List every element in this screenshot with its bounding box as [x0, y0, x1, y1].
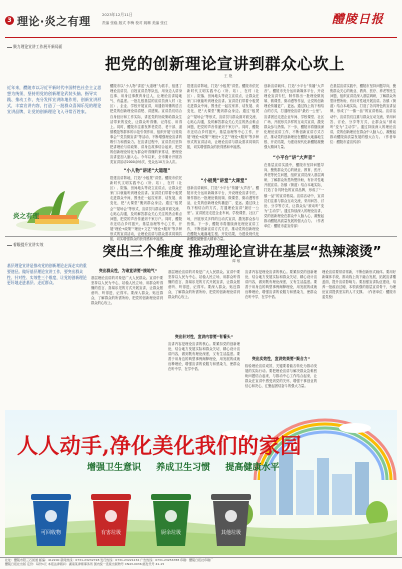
article2-subhead-3: 突出实效性，宣讲效果要“聚合力” — [251, 356, 311, 361]
article2-column-3b: 检验理论宣讲成效，关键要看能否转化为推动发展的实际行动。要把理论宣讲与解决群众急难愁盼问题结合起来，与推动中心工作结合起来，让群众在宣讲中感受到党的关怀，增强干事创业的信心和决心，汇聚起团结奋斗的强大力量。 — [245, 364, 317, 389]
column-illustration — [7, 185, 105, 233]
article2-column-2a: 基层理论宣讲的对象是广大人民群众。宣讲中要坚持以人民为中心，站稳人民立场，用群众听得懂的语言、喜闻乐见的方式开展宣讲，让群众愿意听、听得进、记得牢。要深入群众、贴近群众，了解群众的所需所盼，把党的创新理论讲到群众的心坎上。 — [168, 270, 240, 300]
book-plant-illustration — [7, 185, 105, 233]
trash-bin-label: 其他垃圾 — [220, 530, 242, 536]
footer-publication: 醴陵日报社出版 定价：每份1元 本报法律顾问：湖南某律师事务所 国内统一连续出版物号 CN43-0036 邮发代号 41-15 — [5, 562, 165, 567]
article1-column-1b: 搭建宣讲阵地，打造“小板凳”讲堂。醴陵市依托新时代文明实践中心（所、站），在村（社区）、院落、田间地头等设立宣讲点，让群众在家门口就能听到理论宣讲。宣讲员们带着小板凳走进群众中间，围坐在一起拉家常、话发展、谈变化，把“大课堂”搬到群众身边。通过“板凳会”“屋场会”等形式，宣讲员与群众面对面交流、心贴心沟通，及时解答群众关心关注的热点难点问题，把党的声音传递到千家万户。同时，醴陵市还结合乡村振兴、基层治理等中心工作，开展“理论+政策”“理论+文艺”“理论+服务”等多种形式的宣讲活动，让理论宣讲与群众需求同频共振，切实增强群众的获得感和幸福感。 — [110, 176, 182, 242]
trash-bin-4 — [211, 494, 251, 546]
article1-author: 王 艳 — [224, 74, 233, 78]
masthead-logo: 醴陵日报 — [331, 12, 384, 26]
article1-kicker: 聚力理论宣讲工作展开新局面 — [7, 44, 62, 50]
issue-date: 2023年12月11日 — [102, 12, 133, 17]
trash-bin-1 — [31, 494, 71, 546]
section-divider-1 — [5, 236, 397, 237]
article2-column-2b: 宣讲内容是理论宣讲的核心。要紧扣党的创新理论，结合地方发展实际和群众关切，精心设计宣讲内容，做到既有理论深度，又有生活温度。要善于用身边的典型事例阐释理论，用发展的成就诠释理论，增强宣讲的说服力和感染力，使群众在听中学、在学中悟。 — [168, 342, 240, 372]
trash-bin-label: 厨余垃圾 — [160, 530, 182, 536]
trash-bin-label: 可回收物 — [40, 530, 62, 536]
trash-bin-2 — [91, 494, 131, 546]
article1-subhead-3: “小平台”讲“大声音” — [272, 156, 316, 161]
article2-column-3a: 宣讲内容是理论宣讲的核心。要紧扣党的创新理论，结合地方发展实际和群众关切，精心设计宣讲内容，做到既有理论深度，又有生活温度。要善于用身边的典型事例阐释理论，用发展的成就诠释理论，增强宣讲的说服力和感染力，使群众在听中学、在学中悟。 — [245, 270, 317, 300]
article1-column-1a: 醴陵市以“小人物”讲述“大道理”为抓手，组建了理论宣讲员、百姓宣讲员等队伍，用身边人讲身边事、用身边事教育身边人，让理论宣讲接地气、有温度。一批扎根基层的宣讲员深入村（社区）、企业、学校开展宣讲，用通俗易懂的语言把党的创新理论讲清楚、讲透彻。宣讲员们结合自身经历和工作实际，讲述党的好政策给群众生活带来的变化，让群众听得懂、记得住、用得上。同时，醴陵市注重发挥老党员、老干部、道德模范等群体的示范引领作用，组织开展“百姓故事会”“党员微宣讲”等活动，不断增强理论宣讲的吸引力和感染力。在宣讲过程中，宣讲员们坚持把讲理论与讲政策、讲身边故事结合起来，把党的创新理论转化为群众听得懂的家常话，使理论宣讲更加入脑入心。今年以来，全市累计开展各类宣讲活动2000余场次，受众达10万余人次。 — [110, 84, 182, 165]
editors-line: 责编 张稳 版式 李梅 校对 姚琳 美编 张红 — [102, 21, 168, 25]
illustration-caption: 炎之有理 — [13, 212, 39, 220]
trash-bin-label: 有害垃圾 — [100, 530, 122, 536]
article2-subhead-2: 突出针对性，宣讲内容要“有看头” — [174, 334, 234, 339]
header-meta — [102, 12, 242, 32]
article1-column-3b: 在基层宣讲实践中，醴陵市坚持问题导向，聚焦群众关心的就业、教育、医疗、养老等民生问题，组织宣讲员深入基层调研，了解群众所思所想所盼，有针对性地开展宣讲。各镇（街道）结合本地实际，打造了各具特色的宣讲品牌，形成了“一镇一品”的宣讲格局。宣讲活动中，宣讲员们注重与群众互动交流，采用问答、讨论、分享等方式，让群众从“被动听”变为“主动学”。通过持续深入的理论宣讲，党的创新理论在群众中入脑入心，凝聚起推动醴陵高质量发展的强大合力。（作者单位：醴陵市委宣传部） — [264, 163, 324, 229]
article2-lead: 基层理论宣讲是推动党的创新理论走深走实的重要途径。做好基层理论宣讲工作，要突出群众性、针对性、实效性三个维度，让党的创新理论更好地走进基层、走近群众。 — [7, 263, 87, 286]
article1-column-2b: 创新宣讲载体，打造“小平台”传播“大声音”。醴陵市充分运用新媒体平台，开设理论宣讲专栏，制作推出一批理论微视频、微课堂、微动漫等作品，让党的创新理论传播更广、更远。通过线上线下相结合的方式，打通理论宣讲“最后一公里”。宣讲团还走进企业车间、学校课堂、社区广场，开展形式多样的互动式宣讲，激发群众参与热情。下一步，醴陵市将继续深化理论宣讲工作，不断创新宣讲方式方法，推动党的创新理论在醴陵大地落地生根、开花结果，为建设现代化新醴陵凝聚强大精神力量。 — [187, 186, 259, 241]
article2-subhead-1: 突出群众性，为谁宣讲要“接地气” — [98, 268, 158, 273]
recycle-icon — [165, 510, 177, 522]
ad-headline: 人人动手,净化美化我们的家园 — [17, 433, 302, 458]
ad-slogan-3: 提高健康水平 — [225, 463, 280, 473]
article2-author: 谭 敏 — [232, 259, 241, 263]
footer-contacts: 社址：醴陵市阳三石街道 邮编：412200 新闻热线：0731-23232728 发行热线：0731-23221234 广告热线：0731-23256788 印刷：醴陵日报社印刷厂 — [5, 558, 214, 562]
page-footer — [0, 557, 402, 569]
article1-column-2a: 搭建宣讲阵地，打造“小板凳”讲堂。醴陵市依托新时代文明实践中心（所、站），在村（社区）、院落、田间地头等设立宣讲点，让群众在家门口就能听到理论宣讲。宣讲员们带着小板凳走进群众中间，围坐在一起拉家常、话发展、谈变化，把“大课堂”搬到群众身边。通过“板凳会”“屋场会”等形式，宣讲员与群众面对面交流、心贴心沟通，及时解答群众关心关注的热点难点问题，把党的声音传递到千家万户。同时，醴陵市还结合乡村振兴、基层治理等中心工作，开展“理论+政策”“理论+文艺”“理论+服务”等多种形式的宣讲活动，让理论宣讲与群众需求同频共振，切实增强群众的获得感和幸福感。 — [187, 84, 259, 150]
header-rule — [5, 37, 397, 38]
article1-column-4: 在基层宣讲实践中，醴陵市坚持问题导向，聚焦群众关心的就业、教育、医疗、养老等民生问题，组织宣讲员深入基层调研，了解群众所思所想所盼，有针对性地开展宣讲。各镇（街道）结合本地实际，打造了各具特色的宣讲品牌，形成了“一镇一品”的宣讲格局。宣讲活动中，宣讲员们注重与群众互动交流，采用问答、讨论、分享等方式，让群众从“被动听”变为“主动学”。通过持续深入的理论宣讲，党的创新理论在群众中入脑入心，凝聚起推动醴陵高质量发展的强大合力。（作者单位：醴陵市委宣传部） — [330, 84, 396, 145]
recycle-icon — [45, 510, 57, 522]
recycle-icon — [225, 510, 237, 522]
section-title: 理论·炎之有理 — [17, 15, 91, 28]
article2-column-1: 基层理论宣讲的对象是广大人民群众。宣讲中要坚持以人民为中心，站稳人民立场，用群众听得懂的语言、喜闻乐见的方式开展宣讲，让群众愿意听、听得进、记得牢。要深入群众、贴近群众，了解群众的所需所盼，把党的创新理论讲到群众的心坎上。 — [91, 276, 163, 306]
public-service-ad — [5, 410, 397, 555]
ad-slogans — [87, 460, 291, 473]
article2-column-4: 理论宣讲要常讲常新，不断创新形式载体。要用好新媒体手段，推动线上线下融合发展，拓展宣讲覆盖面，提升宣讲影响力。要加强宣讲队伍建设，培养一批政治过硬、本领高强的基层宣讲骨干，为理论宣讲提供坚实的人才支撑。（作者单位：醴陵市委党校） — [322, 270, 396, 300]
article1-subhead-2: “小板凳”讲堂“大课堂” — [200, 179, 248, 184]
page-number: 3 — [5, 16, 14, 25]
page-header — [0, 0, 402, 40]
trash-bins-illustration — [15, 490, 275, 550]
article1-column-3a: 创新宣讲载体，打造“小平台”传播“大声音”。醴陵市充分运用新媒体平台，开设理论宣讲专栏，制作推出一批理论微视频、微课堂、微动漫等作品，让党的创新理论传播更广、更远。通过线上线下相结合的方式，打通理论宣讲“最后一公里”。宣讲团还走进企业车间、学校课堂、社区广场，开展形式多样的互动式宣讲，激发群众参与热情。下一步，醴陵市将继续深化理论宣讲工作，不断创新宣讲方式方法，推动党的创新理论在醴陵大地落地生根、开花结果，为建设现代化新醴陵凝聚强大精神力量。 — [264, 84, 324, 150]
ad-slogan-2: 养成卫生习惯 — [156, 463, 211, 473]
article1-title: 把党的创新理论宣讲到群众心坎上 — [104, 55, 345, 73]
recycle-icon — [105, 510, 117, 522]
article2-title: 突出三个维度 推动理论宣讲在基层“热辣滚烫” — [102, 244, 382, 260]
trash-bin-3 — [151, 494, 191, 546]
article1-subhead-1: “小人物”讲述“大道理” — [123, 169, 171, 174]
article2-kicker: 着眼提升宣讲实效 — [7, 242, 43, 248]
ad-slogan-1: 增强卫生意识 — [87, 463, 142, 473]
article1-lead: 近年来，醴陵市以习近平新时代中国特色社会主义思想为统领，坚持用党的创新理论武装头脑、指导实践、推动工作，充分发挥宣讲阵地作用，创新宣讲形式，丰富宣讲内容，打造了一批群众喜闻乐见的理论宣讲品牌，让党的创新理论飞入寻常百姓家。 — [7, 85, 102, 114]
